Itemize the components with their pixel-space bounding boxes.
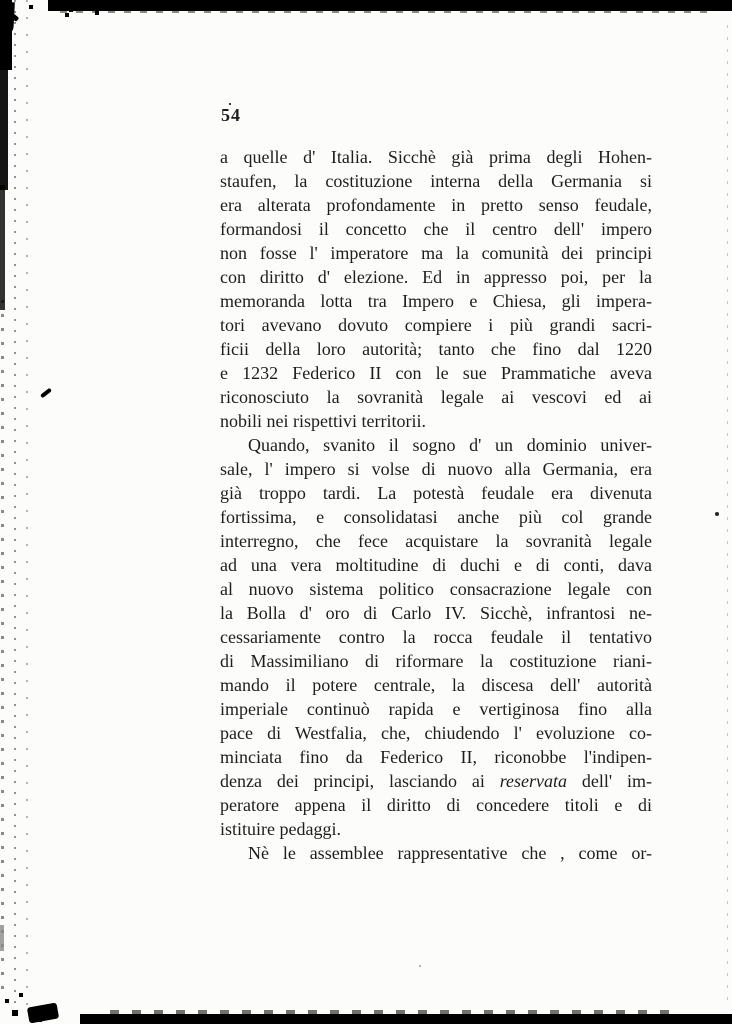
text-line: interregno, che fece acquistare la sovranità legale — [220, 531, 652, 551]
scan-artifact-bottom-edge-ragged — [110, 1010, 670, 1014]
text-line: Quando, svanito il sogno d' un dominio univer- — [248, 435, 652, 455]
text-line: staufen, la costituzione interna della Germania si — [220, 171, 652, 191]
text-line: tori avevano dovuto compiere i più grandi sacri- — [220, 315, 652, 335]
scan-artifact-ink-mark — [40, 388, 52, 399]
text-segment: dell' im- — [567, 771, 652, 791]
text-line: riconosciuto la sovranità legale ai vescovi ed ai — [220, 387, 652, 407]
scan-artifact-bottom-blob — [27, 1003, 59, 1024]
text-line: minciata fino da Federico II, riconobbe l'indipen- — [220, 747, 652, 767]
scan-artifact-faint-dot — [419, 965, 421, 967]
text-line: non fosse l' imperatore ma la comunità dei principi — [220, 243, 652, 263]
paragraph-2 — [220, 433, 652, 841]
scan-artifact-right-dot — [715, 512, 719, 516]
text-block — [220, 145, 652, 865]
text-segment: denza dei principi, lasciando ai — [220, 771, 500, 791]
text-line: con diritto d' elezione. Ed in appresso poi, per la — [220, 267, 652, 287]
text-line: ad una vera moltitudine di duchi e di conti, dava — [220, 555, 652, 575]
text-line: formandosi il concetto che il centro dell' impero — [220, 219, 652, 239]
text-line: al nuovo sistema politico consacrazione legale con — [220, 579, 652, 599]
text-line: Nè le assemblee rappresentative che , come or- — [248, 843, 652, 863]
scan-artifact-bottom-edge — [80, 1014, 732, 1024]
scan-artifact-left-strip — [0, 185, 5, 310]
text-line-with-italic — [220, 769, 652, 793]
text-line: fortissima, e consolidatasi anche più col grande — [220, 507, 652, 527]
text-line: a quelle d' Italia. Sicchè già prima degli Hohen- — [220, 147, 652, 167]
text-line: cessariamente contro la rocca feudale il tentativo — [220, 627, 652, 647]
text-line: già troppo tardi. La potestà feudale era divenuta — [220, 483, 652, 503]
text-line: ficii della loro autorità; tanto che fino dal 1220 — [220, 339, 652, 359]
scan-artifact-left-strip-dotted — [1, 300, 4, 1000]
text-line: e 1232 Federico II con le sue Prammatiche aveva — [220, 363, 652, 383]
text-line: memoranda lotta tra Impero e Chiesa, gli impera- — [220, 291, 652, 311]
scan-artifact-speckle-column — [14, 0, 16, 1020]
text-line: istituire pedaggi. — [220, 819, 341, 839]
scan-artifact-bottom-left-marks — [0, 0, 2, 2]
text-line: pace di Westfalia, che, chiudendo l' evoluzione co- — [220, 723, 652, 743]
scan-artifact-top-edge — [48, 0, 732, 11]
text-line: mando il potere centrale, la discesa dell' autorità — [220, 675, 652, 695]
scan-artifact-right-dotted-line — [727, 25, 728, 1005]
text-line: peratore appena il diritto di concedere titoli e di — [220, 795, 652, 815]
scan-artifact-left-gray-bar — [0, 925, 4, 951]
italic-term: reservata — [499, 771, 568, 791]
text-line: imperiale continuò rapida e vertiginosa fino alla — [220, 699, 652, 719]
text-line: nobili nei rispettivi territorii. — [220, 411, 426, 431]
paragraph-3 — [220, 841, 652, 865]
text-line: di Massimiliano di riformare la costituzione riani- — [220, 651, 652, 671]
text-line: la Bolla d' oro di Carlo IV. Sicchè, infrantosi ne- — [220, 603, 652, 623]
page-number: 54 — [221, 105, 241, 125]
scan-artifact-left-strip — [0, 60, 8, 190]
scan-artifact-speckle-column — [26, 0, 28, 1012]
text-line: sale, l' impero si volse di nuovo alla Germania, era — [220, 459, 652, 479]
paragraph-1 — [220, 145, 652, 433]
scan-artifact-top-edge-ragged — [60, 11, 710, 13]
text-line: era alterata profondamente in pretto senso feudale, — [220, 195, 652, 215]
